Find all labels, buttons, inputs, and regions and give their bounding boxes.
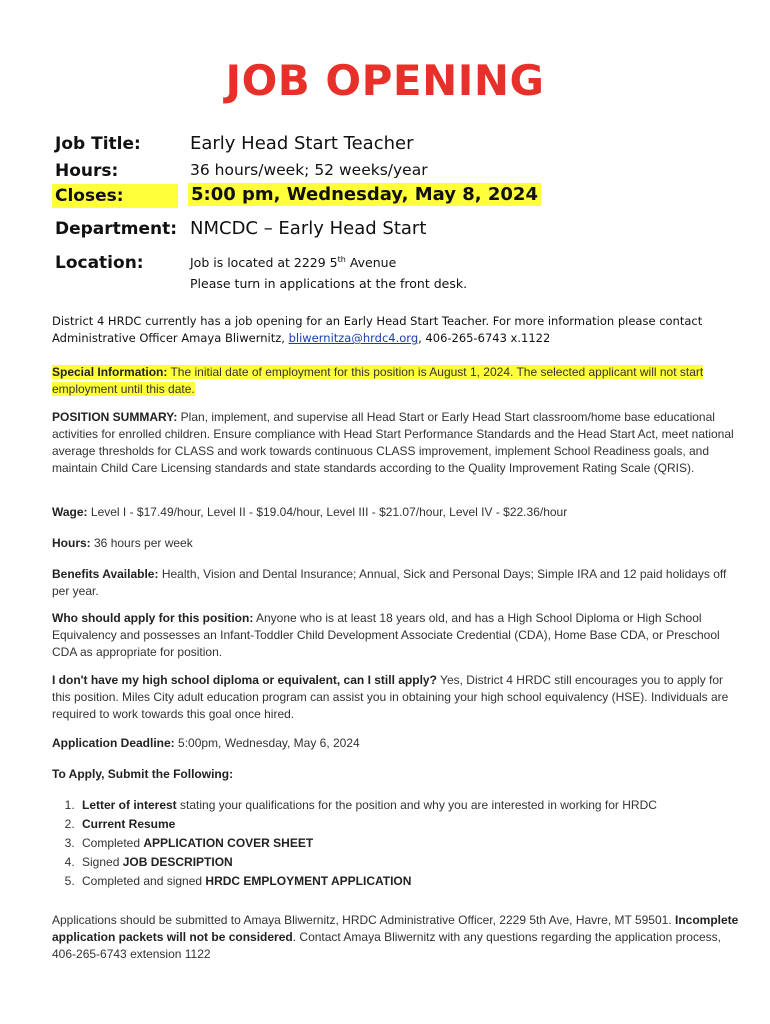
list-item: 5. Completed and signed HRDC EMPLOYMENT APPLICATION — [78, 872, 768, 891]
email-link[interactable]: bliwernitza@hrdc4.org — [288, 331, 419, 345]
to-apply-heading: To Apply, Submit the Following: — [52, 767, 234, 781]
department-value: NMCDC – Early Head Start — [190, 218, 427, 239]
closes-value: 5:00 pm, Wednesday, May 8, 2024 — [188, 183, 541, 206]
page-title: JOB OPENING — [225, 56, 545, 105]
intro-paragraph: District 4 HRDC currently has a job opening for an Early Head Start Teacher. For more information please contact Administrative Officer Amaya Bliwernitz, bliwernitza@hrdc4.org, 406-265-6743 x.1122 — [52, 314, 703, 345]
benefits-paragraph: Benefits Available: Health, Vision and Dental Insurance; Annual, Sick and Personal Days; Simple IRA and 12 paid holidays off per year. — [52, 567, 727, 598]
location-label: Location: — [55, 253, 144, 273]
list-item: 1. Letter of interest stating your qualifications for the position and why you are interested in working for HRDC — [78, 796, 768, 815]
job-title-value: Early Head Start Teacher — [190, 133, 414, 154]
diploma-paragraph: I don't have my high school diploma or equivalent, can I still apply? Yes, District 4 HRDC still encourages you to apply for this position. Miles City adult education program can assist you in obtaining your high school equivalency (HSE). Individuals are required to work towards this goal once hired. — [52, 673, 729, 721]
job-title-label: Job Title: — [55, 134, 141, 154]
application-steps — [52, 796, 768, 891]
closes-label: Closes: — [52, 184, 178, 208]
location-line-1: Job is located at 2229 5th Avenue — [190, 255, 397, 271]
list-item: 4. Signed JOB DESCRIPTION — [78, 853, 768, 872]
special-information: Special Information: The initial date of employment for this position is August 1, 2024. The selected applicant will not start employment until this date. — [52, 365, 704, 396]
hours-line: Hours: 36 hours per week — [52, 536, 193, 550]
position-summary: POSITION SUMMARY: Plan, implement, and supervise all Head Start or Early Head Start classroom/home base educational activities for enrolled children. Ensure compliance with Head Start Performance Standards and the Head Start Act, meet national average thresholds for CLASS and work towards continuous CLASS improvement, implement School Readiness goals, and maintain Child Care Licensing standards and state standards according to the Quality Improvement Rating Scale (QRIS). — [52, 410, 734, 475]
hours-value: 36 hours/week; 52 weeks/year — [190, 161, 428, 179]
department-label: Department: — [55, 219, 178, 239]
hours-label: Hours: — [55, 161, 119, 181]
list-item: 2. Current Resume — [78, 815, 768, 834]
list-item: 3. Completed APPLICATION COVER SHEET — [78, 834, 768, 853]
deadline-line: Application Deadline: 5:00pm, Wednesday, May 6, 2024 — [52, 736, 360, 750]
location-line-2: Please turn in applications at the front desk. — [190, 276, 468, 291]
closing-paragraph: Applications should be submitted to Amaya Bliwernitz, HRDC Administrative Officer, 2229 5th Ave, Havre, MT 59501. Incomplete application packets will not be considered. Contact Amaya Bliwernitz with any questions regarding the application process, 406-265-6743 extension 1122 — [52, 913, 739, 961]
who-should-apply-paragraph: Who should apply for this position: Anyone who is at least 18 years old, and has a High School Diploma or High School Equivalency and possesses an Infant-Toddler Child Development Associate Credential (CDA), Home Base CDA, or Preschool CDA as appropriate for position. — [52, 611, 720, 659]
wage-line: Wage: Level I - $17.49/hour, Level II - $19.04/hour, Level III - $21.07/hour, Level IV - $22.36/hour — [52, 505, 568, 519]
